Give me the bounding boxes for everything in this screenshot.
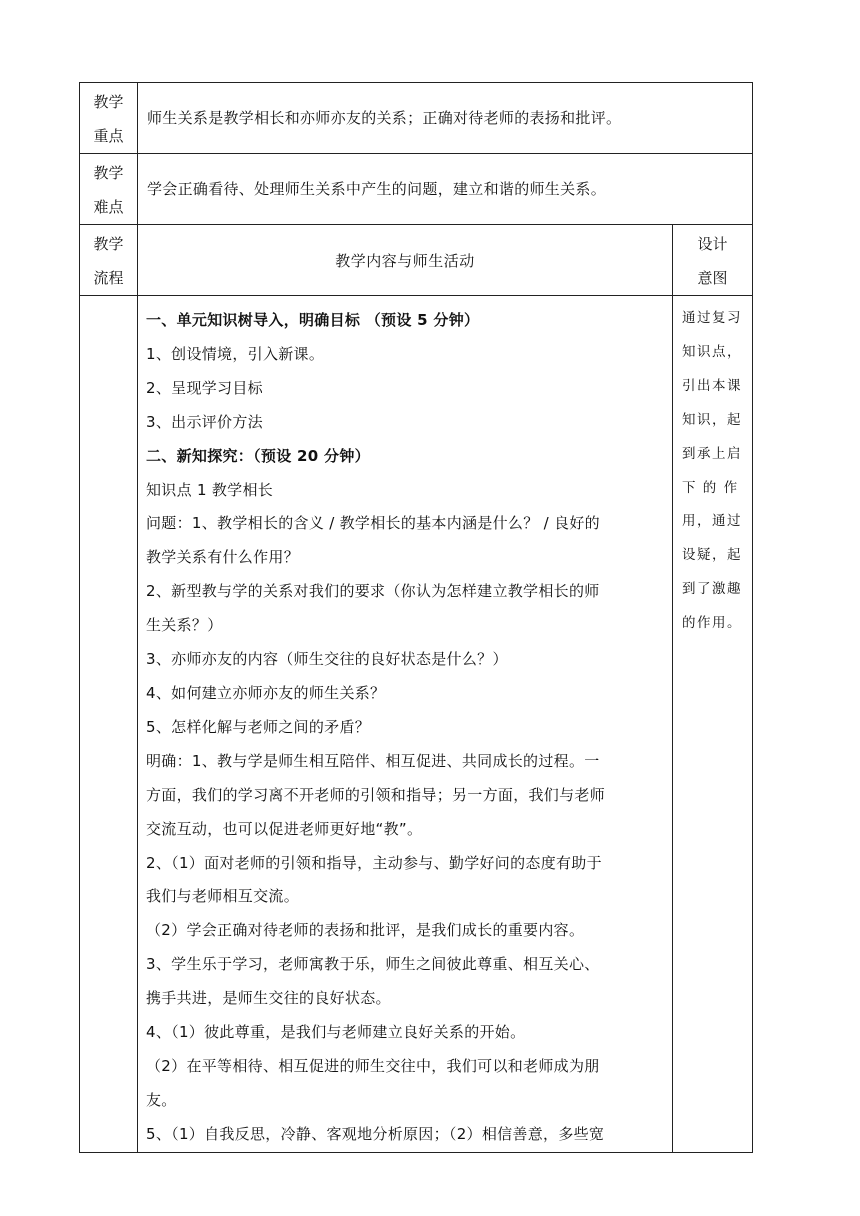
content-line: 3、亦师亦友的内容（师生交往的良好状态是什么？）: [146, 650, 508, 669]
intent-cell: [673, 296, 753, 1153]
intent-line: 引出本课: [682, 377, 742, 394]
lesson-plan-table: [79, 82, 753, 1153]
content-line: 知识点 1 教学相长: [146, 480, 274, 499]
row-teaching-key-points: [80, 83, 753, 154]
row-teaching-difficulties: [80, 154, 753, 225]
content-lines: [146, 304, 666, 1152]
content-column-title: 教学内容与师生活动: [138, 225, 673, 296]
content-line: 5、怎样化解与老师之间的矛盾？: [146, 717, 371, 736]
content-line: 问题：1、教学相长的含义 / 教学相长的基本内涵是什么？ / 良好的: [146, 514, 600, 533]
content-line: 一、单元知识树导入，明确目标 （预设 5 分钟）: [146, 311, 480, 329]
teaching-difficulties-text: 学会正确看待、处理师生关系中产生的问题，建立和谐的师生关系。: [138, 154, 753, 225]
content-line: 生关系？）: [146, 616, 223, 635]
intent-line: 到承上启: [682, 445, 742, 462]
intent-line: 通过复习: [682, 310, 742, 326]
content-line: 明确：1、教与学是师生相互陪伴、相互促进、共同成长的过程。一: [146, 751, 600, 770]
content-line: （2）学会正确对待老师的表扬和批评，是我们成长的重要内容。: [146, 921, 585, 940]
label-design-intent: 设计 意图: [673, 225, 753, 296]
intent-lines: [682, 302, 746, 641]
label-teaching-difficulties: 教学 难点: [80, 154, 138, 225]
content-line: 教学关系有什么作用？: [146, 548, 300, 567]
content-line: 1、创设情境，引入新课。: [146, 344, 325, 363]
content-line: 4、如何建立亦师亦友的师生关系？: [146, 683, 386, 702]
intent-line: 知识点，: [682, 343, 742, 360]
process-cell-empty: [80, 296, 138, 1153]
teaching-key-points-text: 师生关系是教学相长和亦师亦友的关系；正确对待老师的表扬和批评。: [138, 83, 753, 154]
intent-line: 设疑，起: [682, 547, 742, 564]
content-line: 方面，我们的学习离不开老师的引领和指导；另一方面，我们与老师: [146, 785, 606, 804]
label-teaching-key-points: 教学 重点: [80, 83, 138, 154]
content-line: 我们与老师相互交流。: [146, 887, 300, 906]
label-teaching-process: 教学 流程: [80, 225, 138, 296]
content-line: 2、呈现学习目标: [146, 378, 263, 397]
content-line: 二、新知探究：（预设 20 分钟）: [146, 446, 370, 465]
row-header: [80, 225, 753, 296]
intent-line: 下 的 作: [682, 479, 739, 496]
content-line: 3、出示评价方法: [146, 412, 263, 431]
intent-line: 用，通过: [682, 513, 742, 530]
intent-line: 的作用。: [682, 615, 742, 632]
content-cell: [138, 296, 673, 1153]
intent-line: 知识，起: [682, 411, 742, 428]
content-line: 友。: [146, 1090, 177, 1109]
content-line: 2、新型教与学的关系对我们的要求（你认为怎样建立教学相长的师: [146, 582, 600, 601]
content-line: 携手共进，是师生交往的良好状态。: [146, 989, 391, 1008]
content-line: 2、（1）面对老师的引领和指导，主动参与、勤学好问的态度有助于: [146, 853, 602, 872]
content-line: 3、学生乐于学习，老师寓教于乐，师生之间彼此尊重、相互关心、: [146, 955, 600, 974]
row-body: [80, 296, 753, 1153]
content-line: 4、（1）彼此尊重，是我们与老师建立良好关系的开始。: [146, 1023, 526, 1042]
intent-line: 到了激趣: [682, 581, 742, 598]
content-line: 交流互动，也可以促进老师更好地“教”。: [146, 819, 423, 838]
content-line: （2）在平等相待、相互促进的师生交往中，我们可以和老师成为朋: [146, 1056, 600, 1075]
content-line: 5、（1）自我反思，冷静、客观地分析原因；（2）相信善意，多些宽: [146, 1124, 605, 1143]
